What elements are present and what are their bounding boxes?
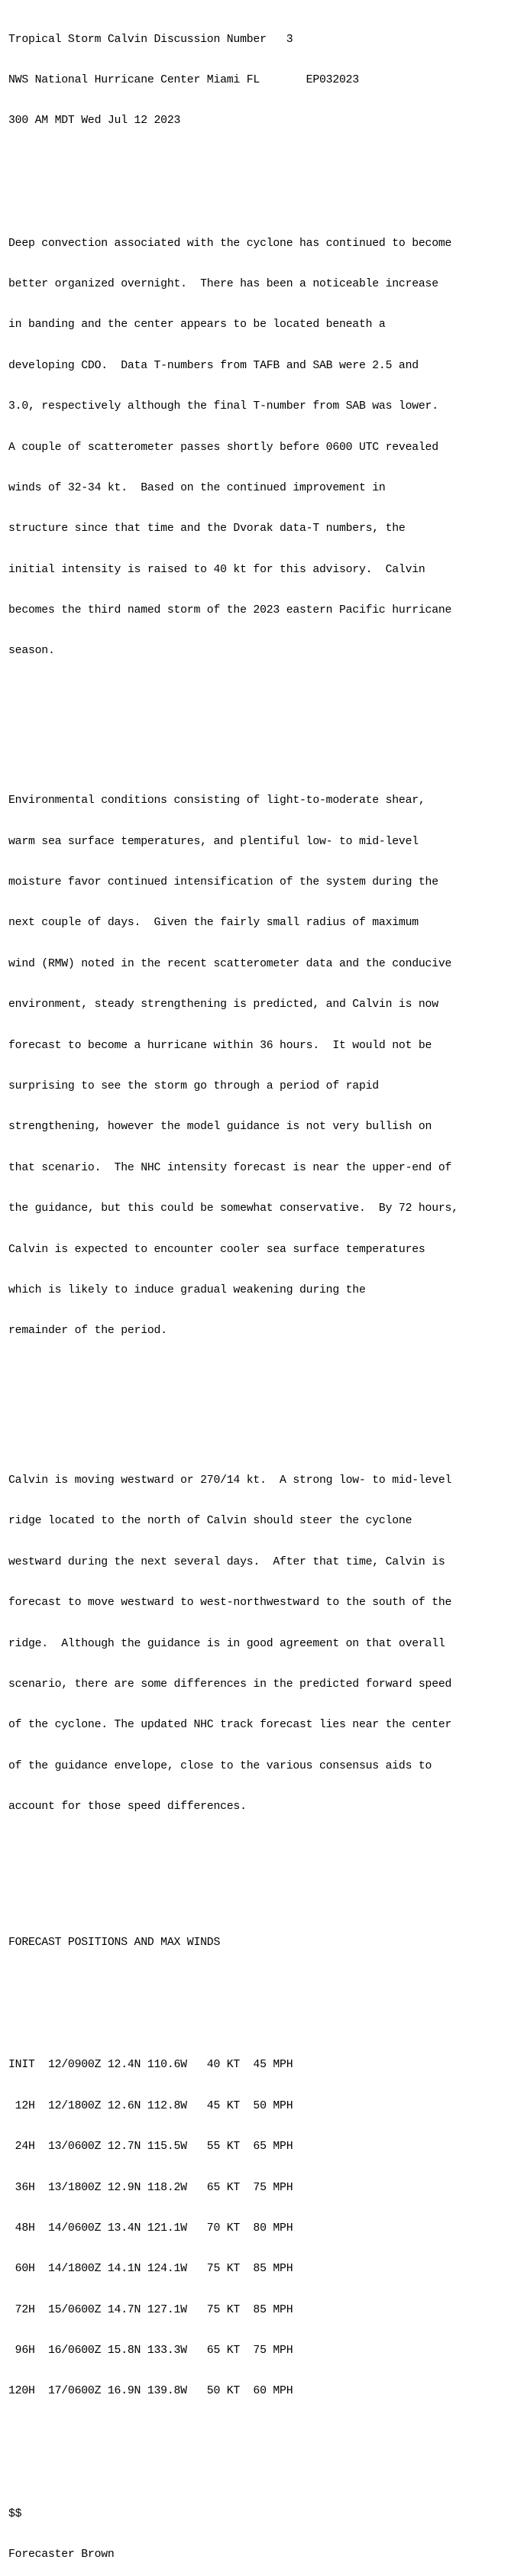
paragraph-line: A couple of scatterometer passes shortly before 0600 UTC revealed (8, 441, 438, 454)
paragraph-line: developing CDO. Data T-numbers from TAFB and SAB were 2.5 and (8, 359, 419, 372)
paragraph-line: Deep convection associated with the cyclone has continued to become (8, 237, 452, 250)
paragraph-line: forecast to move westward to west-northwestward to the south of the (8, 1597, 452, 1610)
paragraph-line: structure since that time and the Dvorak data-T numbers, the (8, 523, 406, 536)
end-marker: $$ (8, 2507, 22, 2520)
paragraph-line: becomes the third named storm of the 2023 eastern Pacific hurricane (8, 604, 452, 617)
forecast-row: 24H 13/0600Z 12.7N 115.5W 55 KT 65 MPH (8, 2141, 293, 2154)
paragraph-line: the guidance, but this could be somewhat conservative. By 72 hours, (8, 1202, 458, 1215)
forecast-row: 72H 15/0600Z 14.7N 127.1W 75 KT 85 MPH (8, 2303, 293, 2316)
forecast-row: 60H 14/1800Z 14.1N 124.1W 75 KT 85 MPH (8, 2263, 293, 2276)
paragraph-line: environment, steady strengthening is predicted, and Calvin is now (8, 998, 438, 1011)
paragraph-line: Calvin is moving westward or 270/14 kt. A strong low- to mid-level (8, 1474, 452, 1487)
paragraph-line: ridge located to the north of Calvin should steer the cyclone (8, 1515, 412, 1528)
paragraph-track (8, 1447, 458, 1841)
paragraph-line: forecast to become a hurricane within 36 hours. It would not be (8, 1039, 432, 1052)
paragraph-line: remainder of the period. (8, 1325, 167, 1338)
paragraph-line: of the guidance envelope, close to the various consensus aids to (8, 1759, 432, 1772)
spacer (8, 1978, 458, 1992)
paragraph-line: scenario, there are some differences in the predicted forward speed (8, 1678, 452, 1691)
spacer (8, 1869, 458, 1896)
paragraph-line: surprising to see the storm go through a period of rapid (8, 1079, 379, 1092)
forecast-heading: FORECAST POSITIONS AND MAX WINDS (8, 1937, 221, 1950)
paragraph-line: moisture favor continued intensification of the system during the (8, 876, 438, 888)
paragraph-line: that scenario. The NHC intensity forecast is near the upper-end of (8, 1161, 452, 1174)
forecaster-name: Forecaster Brown (8, 2548, 115, 2561)
paragraph-intensity (8, 210, 458, 686)
paragraph-line: season. (8, 645, 55, 658)
paragraph-line: Calvin is expected to encounter cooler sea surface temperatures (8, 1243, 425, 1256)
paragraph-line: account for those speed differences. (8, 1801, 247, 1814)
paragraph-line: ridge. Although the guidance is in good agreement on that overall (8, 1637, 445, 1650)
paragraph-line: warm sea surface temperatures, and plentiful low- to mid-level (8, 835, 419, 848)
issuing-center: NWS National Hurricane Center Miami FL EP032023 (8, 73, 359, 86)
discussion-document (8, 6, 458, 2576)
forecast-table (8, 2032, 458, 2426)
paragraph-line: wind (RMW) noted in the recent scatterometer data and the conducive (8, 957, 452, 970)
issue-time: 300 AM MDT Wed Jul 12 2023 (8, 115, 181, 128)
paragraph-line: westward during the next several days. After that time, Calvin is (8, 1555, 445, 1568)
paragraph-line: which is likely to induce gradual weakening during the (8, 1283, 366, 1296)
paragraph-line: Environmental conditions consisting of light-to-moderate shear, (8, 794, 425, 807)
paragraph-line: winds of 32-34 kt. Based on the continued improvement in (8, 481, 386, 494)
paragraph-line: initial intensity is raised to 40 kt for this advisory. Calvin (8, 563, 425, 576)
paragraph-line: in banding and the center appears to be located beneath a (8, 319, 386, 332)
forecast-row: 48H 14/0600Z 13.4N 121.1W 70 KT 80 MPH (8, 2222, 293, 2235)
paragraph-environment (8, 768, 458, 1366)
forecast-row: 12H 12/1800Z 12.6N 112.8W 45 KT 50 MPH (8, 2099, 293, 2112)
paragraph-line: strengthening, however the model guidance is not very bullish on (8, 1121, 432, 1134)
forecast-row: INIT 12/0900Z 12.4N 110.6W 40 KT 45 MPH (8, 2059, 293, 2072)
discussion-title: Tropical Storm Calvin Discussion Number 3 (8, 33, 293, 46)
spacer (8, 156, 458, 170)
paragraph-line: next couple of days. Given the fairly small radius of maximum (8, 917, 419, 930)
forecast-row: 36H 13/1800Z 12.9N 118.2W 65 KT 75 MPH (8, 2181, 293, 2194)
paragraph-line: 3.0, respectively although the final T-number from SAB was lower. (8, 400, 438, 413)
spacer (8, 2453, 458, 2467)
spacer (8, 1393, 458, 1406)
forecast-row: 96H 16/0600Z 15.8N 133.3W 65 KT 75 MPH (8, 2345, 293, 2358)
forecast-row: 120H 17/0600Z 16.9N 139.8W 50 KT 60 MPH (8, 2385, 293, 2398)
spacer (8, 713, 458, 727)
paragraph-line: better organized overnight. There has been a noticeable increase (8, 277, 438, 290)
paragraph-line: of the cyclone. The updated NHC track forecast lies near the center (8, 1719, 452, 1732)
